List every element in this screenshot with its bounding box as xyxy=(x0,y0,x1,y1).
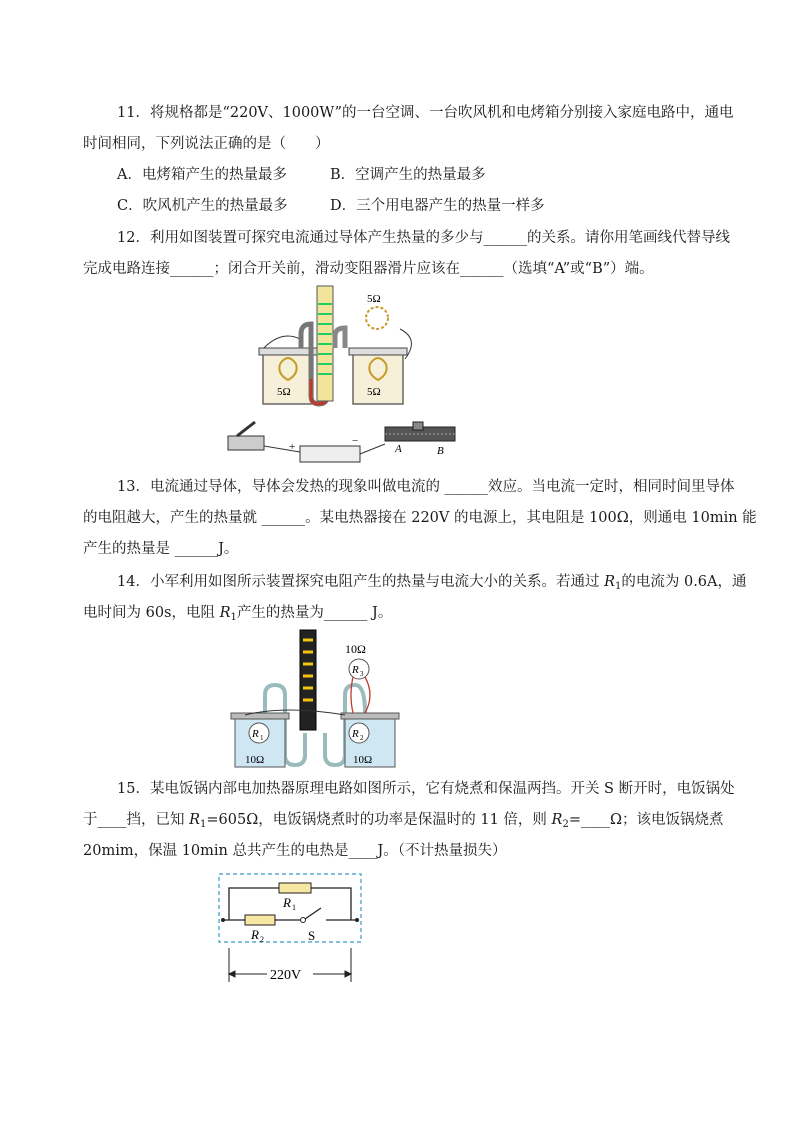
q12-outer-resistor-label: 5Ω xyxy=(367,293,381,305)
q14-r1-sub: 1 xyxy=(260,734,264,742)
q12-switch-lever xyxy=(237,422,255,436)
q12-switch-base xyxy=(228,436,264,450)
q15-r2-label: R xyxy=(251,927,259,942)
q14-r2-sub: 2 xyxy=(360,734,364,742)
q11-line1: 11．将规格都是“220V、1000W”的一台空调、一台吹风机和电烤箱分别接入家庭电路中，通电 xyxy=(117,105,734,121)
q14-r3-sub: 3 xyxy=(360,670,364,678)
q11-option-c: C．吹风机产生的热量最多 xyxy=(117,198,288,214)
q15-line2: 于____挡，已知 $R_1=605\Omega$，电饭锅烧煮时的功率是保温时的 11 倍，则 $R_2=\_\_\_\_\Omega$；该电饭锅烧煮 xyxy=(83,812,724,830)
q14-line2: 电时间为 60s，电阻 $R_1$产生的热量为______ J。 xyxy=(83,605,393,623)
q12-figure xyxy=(225,284,475,469)
q15-r2-sub: 2 xyxy=(260,935,264,944)
q15-line3: 20mim，保温 10min 总共产生的电热是____J。（不计热量损失） xyxy=(83,843,507,859)
q14-left-value: 10Ω xyxy=(245,754,265,766)
q12-outer-resistor xyxy=(366,307,388,329)
q15-switch-pivot xyxy=(301,918,306,923)
q15-line1: 15．某电饭锅内部电加热器原理电路如图所示，它有烧煮和保温两挡。开关 S 断开时，电饭锅处 xyxy=(117,781,735,797)
q12-battery-plus: + xyxy=(289,441,296,453)
q15-switch-label: S xyxy=(308,928,316,943)
q13-line1: 13．电流通过导体，导体会发热的现象叫做电流的 ______效应。当电流一定时，相同时间里导体 xyxy=(117,479,735,495)
q12-line2: 完成电路连接______；闭合开关前，滑动变阻器滑片应该在______（选填“A”或“B”）端。 xyxy=(83,261,654,277)
q15-circuit-figure xyxy=(215,870,365,985)
q14-figure xyxy=(225,625,400,770)
q13-line2: 的电阻越大，产生的热量就 ______。某电热器接在 220V 的电源上，其电阻是 100Ω，则通电 10min 能 xyxy=(83,510,757,526)
q12-left-resistor-label: 5Ω xyxy=(277,386,291,398)
q12-right-lid xyxy=(349,348,407,355)
q12-right-resistor-label: 5Ω xyxy=(367,386,381,398)
q15-left-node xyxy=(221,918,225,922)
q15-r1-resistor xyxy=(279,883,311,893)
q15-r1-label: R xyxy=(283,895,291,910)
q15-right-node xyxy=(355,918,359,922)
q12-battery-minus: − xyxy=(352,435,359,447)
q14-r3-value: 10Ω xyxy=(345,642,366,656)
q15-r2-resistor xyxy=(245,915,275,925)
q14-r1-label: R xyxy=(252,728,259,740)
q14-right-lid xyxy=(341,713,399,719)
q14-r2-label: R xyxy=(352,728,359,740)
q12-rheostat-slider xyxy=(413,422,423,430)
q11-option-a: A．电烤箱产生的热量最多 xyxy=(117,167,287,183)
q15-switch-blade xyxy=(305,908,321,919)
q15-voltage-label: 220V xyxy=(270,968,302,983)
q11-option-d: D．三个用电器产生的热量一样多 xyxy=(330,198,545,214)
q14-r3-label: R xyxy=(352,664,359,676)
q13-line3: 产生的热量是 ______J。 xyxy=(83,541,239,557)
q15-r1-sub: 1 xyxy=(292,903,296,912)
q11-option-b: B．空调产生的热量最多 xyxy=(330,167,486,183)
q14-line1: 14．小军利用如图所示装置探究电阻产生的热量与电流大小的关系。若通过 $R_1$的电流为 0.6A，通 xyxy=(117,574,747,592)
q12-right-tube xyxy=(335,328,345,348)
q14-left-lid xyxy=(231,713,289,719)
q11-line2: 时间相同，下列说法正确的是（ ） xyxy=(83,136,330,152)
q14-right-value: 10Ω xyxy=(353,754,373,766)
q14-r3-wires xyxy=(351,677,370,713)
q12-left-lid xyxy=(259,348,317,355)
q12-battery xyxy=(300,446,360,462)
q12-rheostat-b: B xyxy=(437,445,444,457)
q14-scale xyxy=(300,630,316,730)
q12-rheostat-a: A xyxy=(395,443,402,455)
q12-line1: 12．利用如图装置可探究电流通过导体产生热量的多少与______的关系。请你用笔画线代替导线 xyxy=(117,230,730,246)
